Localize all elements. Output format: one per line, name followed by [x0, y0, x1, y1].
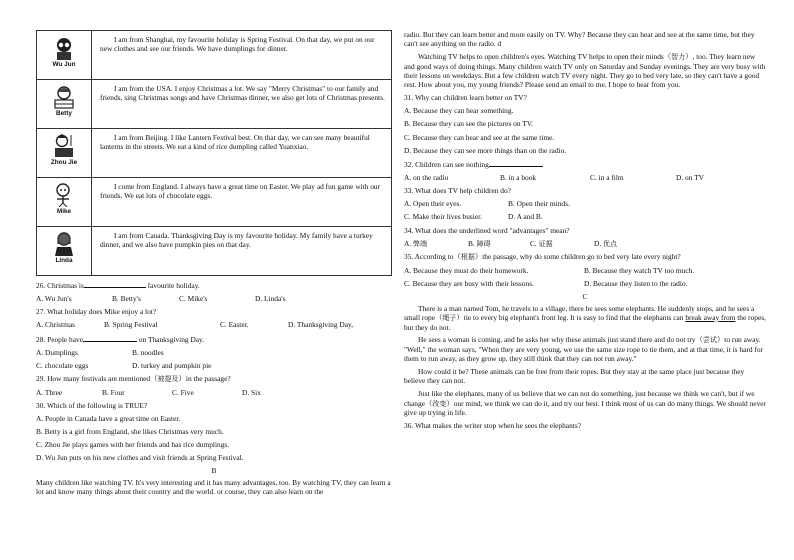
passage-text: ）, too. They learn new and good ways of doing things. Many children watch TV only on Saturday and Sunday evenings. They are very busy with their lessons on weekdays. But a few children watch TV every night. They go to bed very late, so they can't have a good rest. How about you, my young friends? Please send an email to me. I hope to hear from you.	[404, 52, 766, 90]
option: C. in a film	[590, 173, 624, 183]
option	[404, 239, 468, 249]
answer-blank	[83, 334, 137, 342]
option: B. Because they can see the pictures on TV.	[404, 119, 534, 129]
option: A. on the radio	[404, 173, 449, 183]
option: C. Because they are busy with their lessons.	[404, 279, 534, 289]
chinese-gloss: 绳子	[442, 313, 457, 322]
passage-c-paragraph-1	[404, 304, 766, 332]
option: B. Four	[102, 387, 125, 397]
option: C. Five	[172, 387, 194, 397]
mike-portrait-icon	[51, 181, 77, 207]
options-27	[36, 320, 392, 329]
option: B. Spring Festival	[104, 320, 158, 330]
left-questions	[36, 280, 392, 496]
options-35-row1	[404, 266, 766, 275]
left-column	[36, 30, 392, 500]
question-29	[36, 374, 392, 384]
passage-text: He sees a woman is coming, and he asks her why these animals just stand there and do not try（	[418, 335, 703, 345]
question-text: on Thanksgiving Day.	[137, 334, 205, 344]
question-text: ）in the passage?	[178, 373, 231, 383]
option: B. in a book	[500, 173, 537, 183]
passage-text: ）to run away. "Well," the woman says, "When they are very young, we use the same size rope to tie them, and at that time, it is hard for them to run away, as they grow up, they still think that they can not run away."	[404, 335, 763, 364]
option: B. Open their minds.	[508, 199, 570, 209]
portrait-cell	[37, 178, 92, 227]
option: A. Open their eyes.	[404, 199, 462, 209]
wu-jun-portrait-icon	[51, 34, 77, 60]
question-text: 35. According to（	[404, 252, 461, 262]
passage-c-paragraph-4	[404, 389, 766, 417]
option-letter: B.	[468, 238, 475, 248]
question-31: 31. Why can children learn better on TV?	[404, 93, 527, 103]
options-28-row2	[36, 361, 392, 370]
passage-text: Watching TV helps to open children's eyes. Watching TV helps to open their minds（	[418, 52, 672, 62]
option: C. chocolate eggs	[36, 360, 89, 370]
row-text-cell	[92, 80, 392, 129]
question-35	[404, 252, 766, 262]
option: D. Linda's	[255, 294, 286, 304]
option: A. People in Canada have a great time on Easter.	[36, 413, 181, 423]
option: A. Dumplings	[36, 347, 78, 357]
passage-text: ）tie to every big elephant's front leg. It is easy to find that the elephants can	[456, 312, 686, 322]
question-27: 27. What holiday does Mike enjoy a lot?	[36, 307, 157, 317]
options-33-row2	[404, 212, 766, 221]
row-text-cell	[92, 129, 392, 178]
option: D. Thanksgiving Day,	[288, 320, 354, 330]
row-text: I am from the USA. I enjoy Christmas a lot. We say "Merry Christmas" to our family and friends, sing Christmas songs and have Christmas dinner, we also get lots of Christmas presents.	[100, 84, 385, 103]
option: D. A and B.	[508, 212, 543, 222]
table-row	[37, 31, 392, 80]
question-text: ）the passage, why do some children go to bed very late every night?	[474, 252, 681, 262]
underlined-phrase: from	[719, 312, 736, 322]
option: D. turkey and pumpkin pie	[132, 360, 212, 370]
answer-blank	[84, 280, 146, 288]
option-letter: A.	[404, 238, 412, 248]
person-name: Wu Jun	[52, 61, 76, 68]
option-text: 优点	[603, 239, 618, 248]
option: D. Six	[242, 387, 261, 397]
row-text-cell	[92, 178, 392, 227]
question-36: 36. What makes the writer stop when he sees the elephants?	[404, 421, 581, 431]
option: C. Zhou Jie plays games with her friends and has rice dumplings.	[36, 440, 230, 450]
option: A. Three	[36, 387, 63, 397]
table-row	[37, 80, 392, 129]
holiday-table	[36, 30, 392, 276]
options-34	[404, 239, 766, 249]
options-35-row2	[404, 279, 766, 288]
section-b-label: B	[211, 466, 217, 476]
answer-blank	[489, 159, 543, 167]
question-text: favourite holiday.	[145, 281, 200, 290]
option: A. Wu Jun's	[36, 294, 72, 304]
question-text: 26. Christmas is	[36, 281, 84, 290]
right-column	[404, 30, 766, 434]
option-letter: C.	[530, 238, 537, 248]
option: C. Mike's	[179, 294, 208, 304]
person-name: Betty	[56, 110, 72, 117]
question-26	[36, 280, 392, 290]
passage-text: There is a man named Tom, he travels to a village, there he sees some elephants. He suddenly stops, and he sees a small rope（	[404, 303, 755, 322]
option-letter: D.	[594, 238, 602, 248]
option	[594, 239, 617, 249]
question-text: 29. How many festivals are mentioned（	[36, 373, 158, 383]
chinese-gloss: 尝试	[702, 336, 717, 345]
section-c-label: C	[582, 292, 588, 302]
option: A. Christmas	[36, 320, 76, 330]
option: D. Because they can see more things than on the radio.	[404, 145, 567, 155]
option: C. Make their lives busier.	[404, 212, 482, 222]
underlined-phrase: break away	[685, 312, 720, 322]
portrait-cell	[37, 129, 92, 178]
option: A. Because they must do their homework.	[404, 266, 529, 276]
question-33: 33. What does TV help children do?	[404, 186, 511, 196]
question-30: 30. Which of the following is TRUE?	[36, 400, 148, 410]
options-26	[36, 294, 392, 303]
table-row	[37, 178, 392, 227]
option: B. Betty is a girl from England, she likes Christmas very much.	[36, 427, 224, 437]
chinese-gloss: 智力	[671, 53, 686, 62]
passage-b-paragraph-1-continued: radio. But they can learn better and more easily on TV. Why? Because they can hear and see at the same time, but they can't see anything on the radio. d	[404, 30, 755, 49]
table-row	[37, 129, 392, 178]
options-28-row1	[36, 348, 392, 357]
row-text: I am from Shanghai, my favourite holiday is Spring Festival. On that day, we put on our new clothes and see our friends. We have dumplings for dinner.	[100, 35, 375, 54]
question-text: 32. Children can see nothing	[404, 159, 489, 169]
option: D. on TV	[676, 173, 704, 183]
passage-text: ）our mind, we think we can do it, and try our best. I think most of us can do many things. We should never give up trying in life.	[404, 398, 767, 418]
option	[530, 239, 594, 249]
portrait-cell	[37, 227, 92, 276]
option: A. Because they can hear something.	[404, 106, 514, 116]
zhou-jie-portrait-icon	[51, 132, 77, 158]
question-28	[36, 334, 392, 344]
table-row	[37, 227, 392, 276]
person-name: Mike	[56, 208, 72, 215]
option: B. Betty's	[112, 294, 141, 304]
question-32	[404, 159, 766, 169]
passage-b-paragraph-1: Many children like watching TV. It's very interesting and it has many advantages, too. By watching TV, they can learn a lot and know many things about their country and the world. or course, they can also learn on the	[36, 477, 391, 496]
chinese-gloss: 根据	[460, 253, 475, 262]
option: D. Because they listen to the radio.	[584, 279, 688, 289]
option: B. noodles	[132, 347, 164, 357]
row-text: I come from England. I always have a great time on Easter. We play ad fun game with our friends. We eat lots of chocolate eggs.	[100, 182, 381, 201]
portrait-cell	[37, 31, 92, 80]
linda-portrait-icon	[51, 230, 77, 256]
person-name: Linda	[55, 257, 73, 264]
passage-c-paragraph-3: How could it be? These animals can be free from their ropes. But they stay at the same place just because they believe they can not.	[404, 367, 745, 386]
options-33-row1	[404, 199, 766, 208]
row-text: I am from Canada. Thanksgiving Day is my favourite holiday. My family have a turkey dinner, and we also have pumpkin pies on that day.	[100, 231, 373, 250]
passage-text: Just like the elephants, many of us believe that we can not do something, just because we think we can't, but if we change（	[404, 389, 755, 408]
passage-c-paragraph-2	[404, 335, 766, 363]
betty-portrait-icon	[51, 83, 77, 109]
passage-b-paragraph-2	[404, 52, 766, 90]
row-text-cell	[92, 31, 392, 80]
row-text-cell	[92, 227, 392, 276]
person-name: Zhou Jie	[50, 159, 78, 166]
option-text: 障碍	[476, 239, 491, 248]
question-34: 34. What does the underlined word "advantages" mean?	[404, 225, 570, 235]
option	[468, 239, 530, 249]
option: B. Because they watch TV too much.	[584, 266, 695, 276]
passage-text: the ropes, but they do not.	[404, 312, 766, 332]
option: C. Easter.	[220, 320, 249, 330]
question-text: 28. People have	[36, 334, 83, 344]
option-text: 弊端	[413, 239, 428, 248]
option: C. Because they can hear and see at the same time.	[404, 132, 555, 142]
portrait-cell	[37, 80, 92, 129]
options-29	[36, 388, 392, 397]
chinese-gloss: 改变	[432, 399, 447, 408]
option-text: 证据	[538, 239, 553, 248]
options-32	[404, 173, 766, 182]
chinese-gloss: 被提及	[157, 374, 179, 383]
row-text: I am from Beijing. I like Lantern Festival best. On that day, we can see many beautiful lanterns in the streets. We eat a kind of rice dumpling called Yuanxiao.	[100, 133, 370, 152]
option: D. Wu Jun puts on his new clothes and visit friends at Spring Festival.	[36, 453, 244, 463]
